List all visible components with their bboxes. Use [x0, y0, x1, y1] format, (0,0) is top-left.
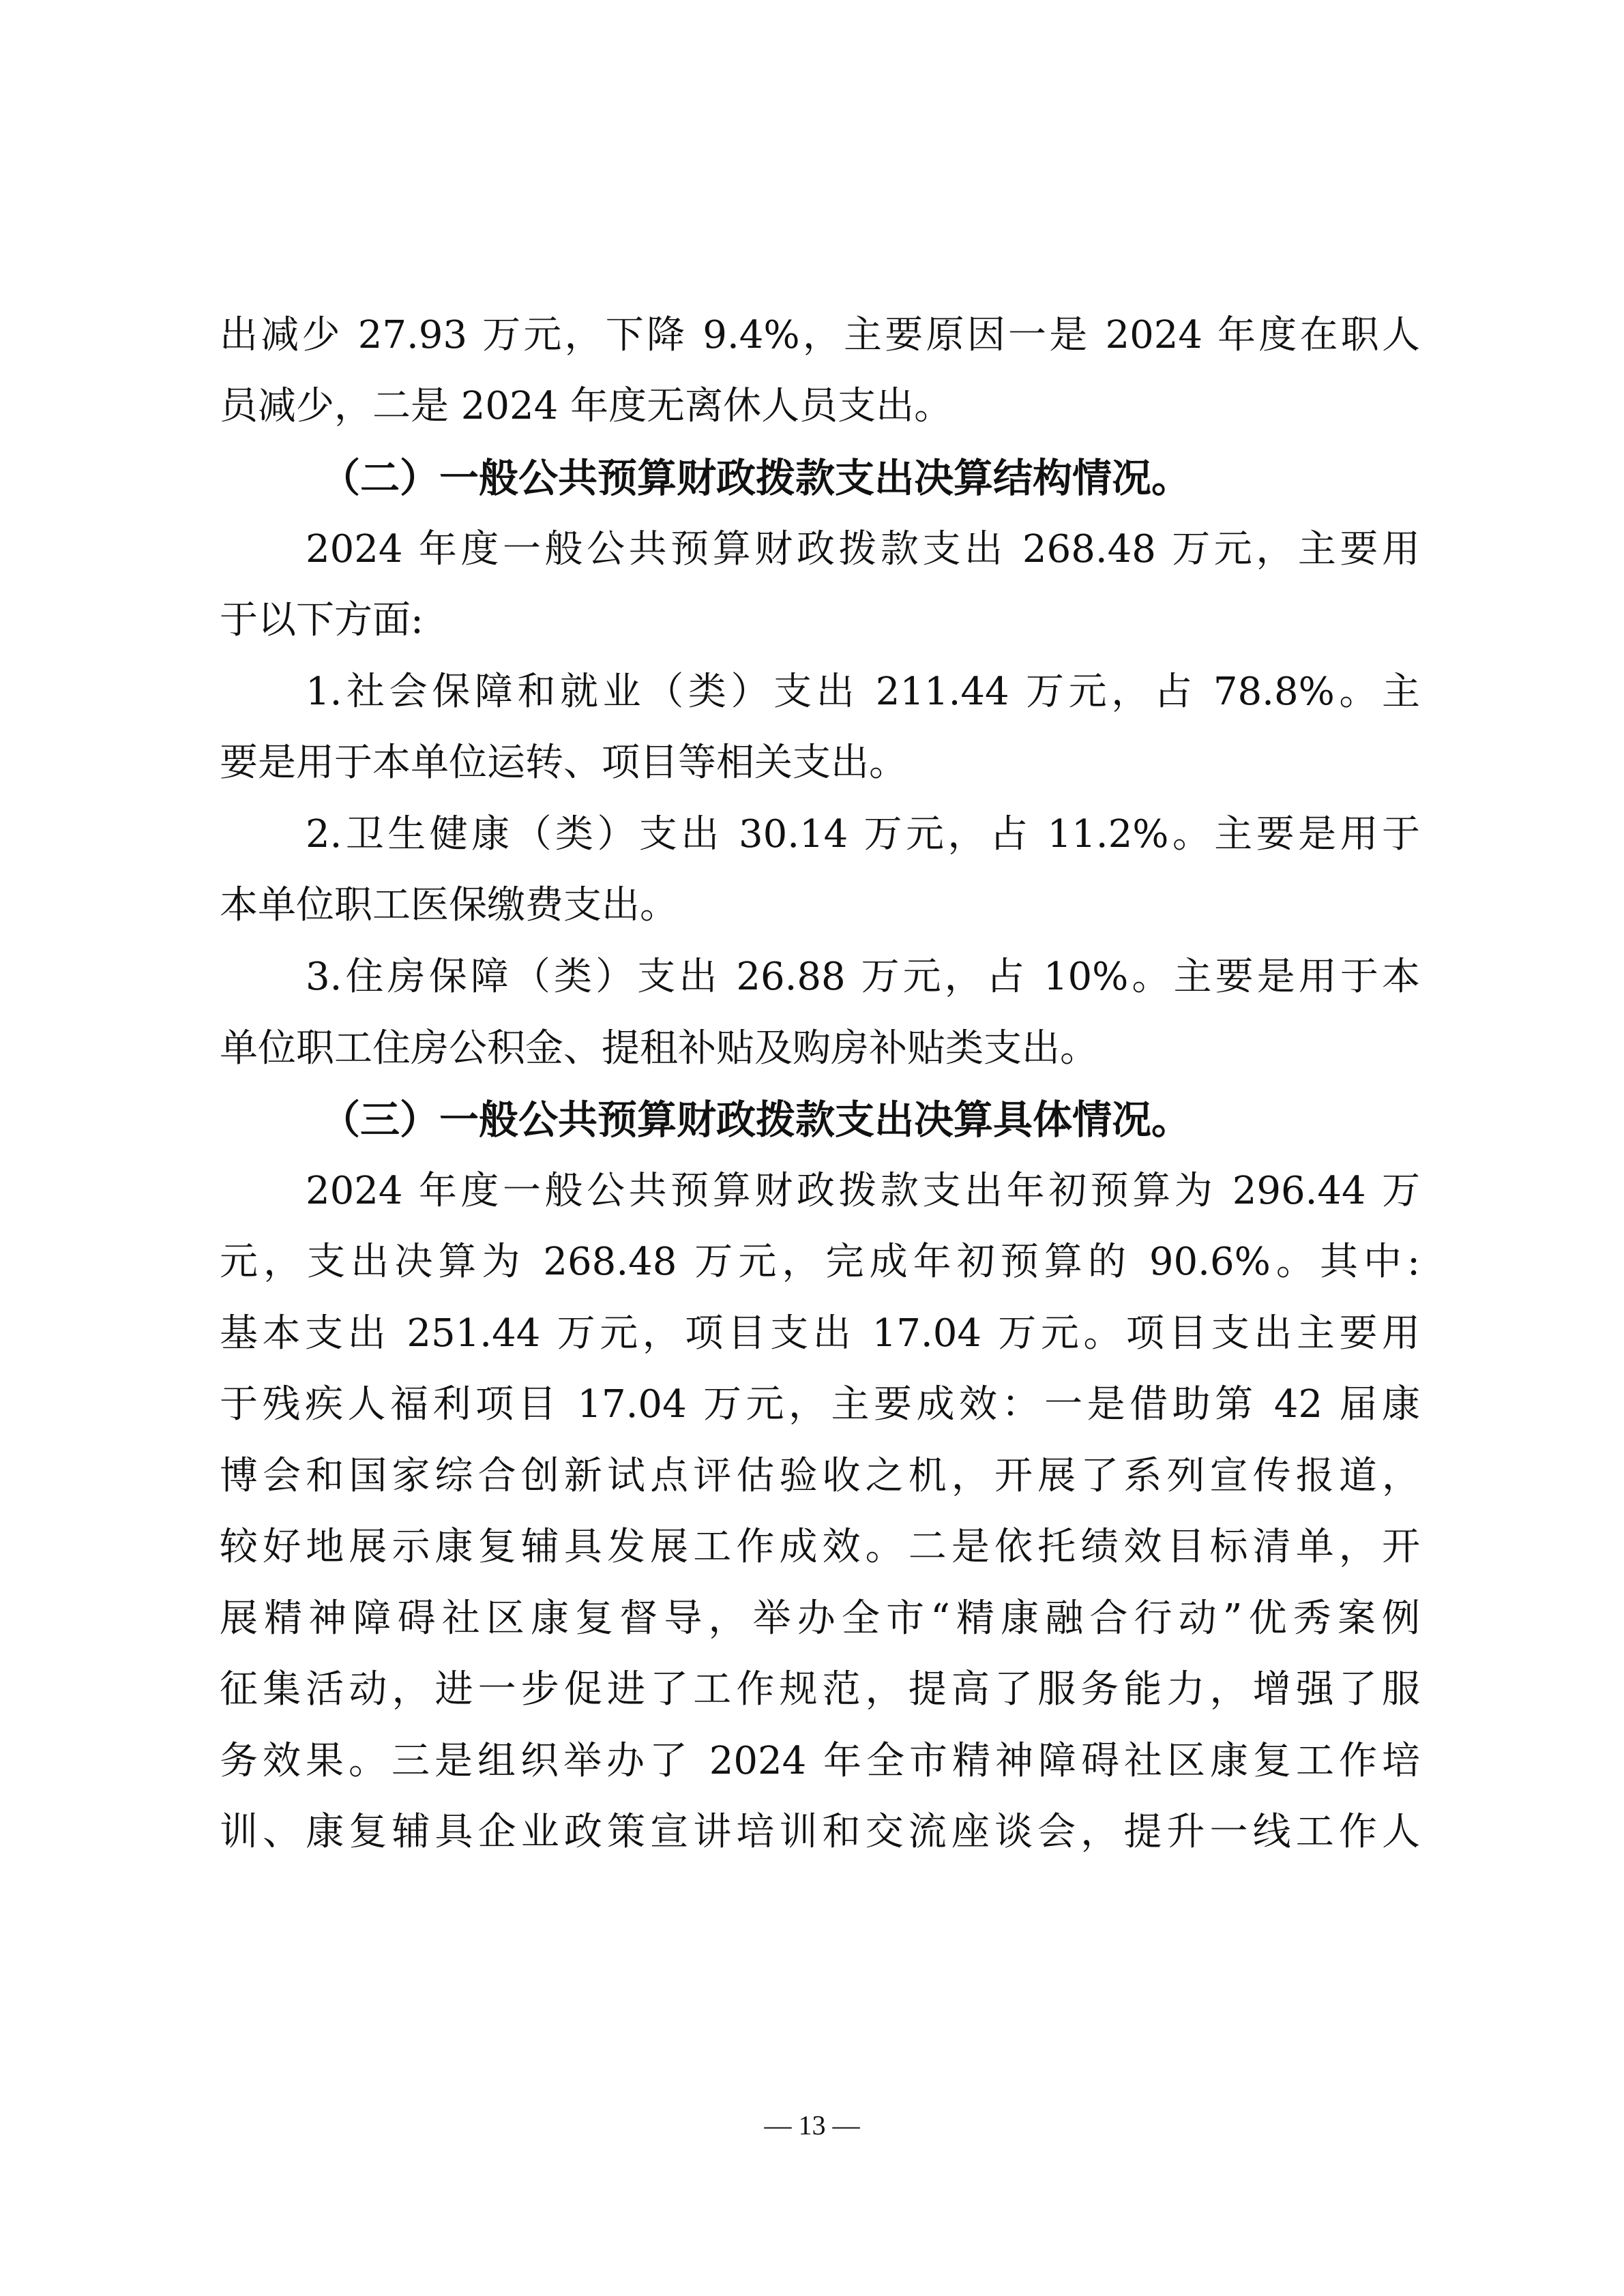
body-line-3: 2024 年度一般公共预算财政拨款支出 268.48 万元，主要用	[306, 527, 1420, 571]
body-line-10: 较好地展示康复辅具发展工作成效。二是依托绩效目标清单，开	[220, 1525, 1420, 1569]
list-item-3-line-1: 3.住房保障（类）支出 26.88 万元，占 10%。主要是用于本	[306, 955, 1420, 999]
body-line-11: 展精神障碍社区康复督导，举办全市“精康融合行动”优秀案例	[220, 1596, 1420, 1641]
body-line-8: 于残疾人福利项目 17.04 万元，主要成效：一是借助第 42 届康	[220, 1382, 1420, 1427]
body-line-13: 务效果。三是组织举办了 2024 年全市精神障碍社区康复工作培	[220, 1739, 1420, 1783]
body-line-14: 训、康复辅具企业政策宣讲培训和交流座谈会，提升一线工作人	[220, 1810, 1420, 1854]
body-line-5: 2024 年度一般公共预算财政拨款支出年初预算为 296.44 万	[306, 1169, 1420, 1213]
list-item-3-line-2: 单位职工住房公积金、提租补贴及购房补贴类支出。	[220, 1026, 1098, 1071]
body-line-2: 员减少，二是 2024 年度无离休人员支出。	[220, 384, 953, 428]
body-line-9: 博会和国家综合创新试点评估验收之机，开展了系列宣传报道，	[220, 1454, 1420, 1498]
list-item-1-line-2: 要是用于本单位运转、项目等相关支出。	[220, 741, 907, 785]
body-line-7: 基本支出 251.44 万元，项目支出 17.04 万元。项目支出主要用	[220, 1311, 1420, 1356]
section-heading-2: （二）一般公共预算财政拨款支出决算结构情况。	[321, 455, 1192, 501]
page-number: — 13 —	[764, 2110, 860, 2141]
list-item-2-line-2: 本单位职工医保缴费支出。	[220, 883, 678, 927]
body-line-4: 于以下方面:	[220, 598, 424, 642]
list-item-2-line-1: 2.卫生健康（类）支出 30.14 万元，占 11.2%。主要是用于	[306, 812, 1420, 856]
body-line-1: 出减少 27.93 万元，下降 9.4%，主要原因一是 2024 年度在职人	[220, 313, 1420, 357]
body-line-12: 征集活动，进一步促进了工作规范，提高了服务能力，增强了服	[220, 1667, 1420, 1712]
section-heading-3: （三）一般公共预算财政拨款支出决算具体情况。	[321, 1097, 1192, 1143]
list-item-1-line-1: 1.社会保障和就业（类）支出 211.44 万元，占 78.8%。主	[306, 670, 1420, 714]
body-line-6: 元，支出决算为 268.48 万元，完成年初预算的 90.6%。其中:	[220, 1240, 1420, 1284]
